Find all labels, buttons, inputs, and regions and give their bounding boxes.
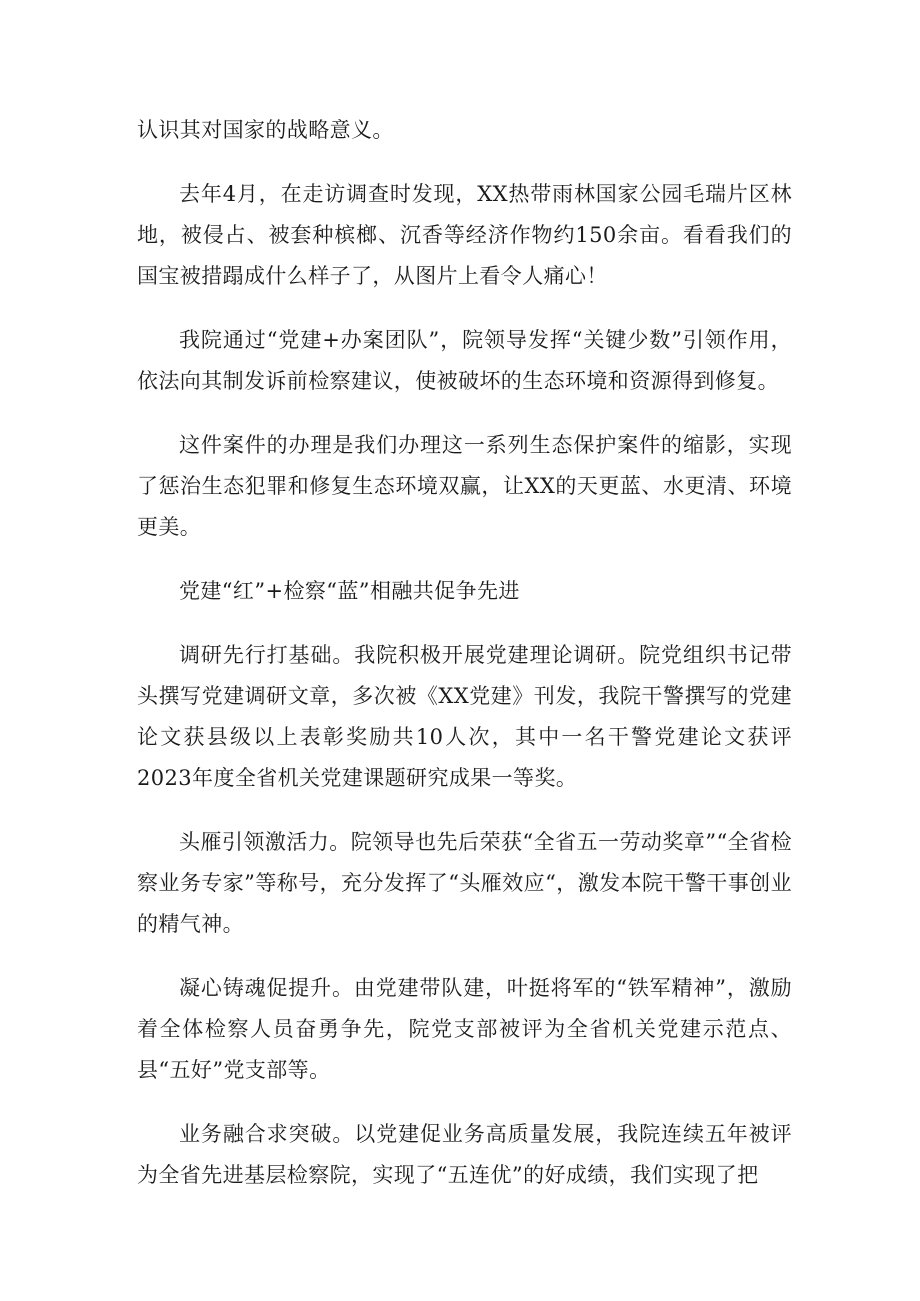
section-heading: 党建“红”+检察“蓝”相融共促争先进 <box>179 579 520 603</box>
paragraph-continuation: 认识其对国家的战略意义。 <box>137 118 394 142</box>
paragraph-research: 调研先行打基础。我院积极开展党建理论调研。院党组织书记带头撰写党建调研文章，多次被《XX党建》刊发，我院干警撰写的党建论文获县级以上表彰奖励共10人次，其中一名干警党建论文获评2023年度全省机关党建课题研究成果一等奖。 <box>137 643 792 790</box>
document-body <box>137 110 792 1196</box>
paragraph-case-discovery: 去年4月，在走访调查时发现，XX热带雨林国家公园毛瑞片区林地，被侵占、被套种槟榔、沉香等经济作物约150余亩。看看我们的国宝被措蹋成什么样子了，从图片上看令人痛心！ <box>137 182 792 288</box>
paragraph-cohesion: 凝心铸魂促提升。由党建带队建，叶挺将军的“铁军精神”，激励着全体检察人员奋勇争先，院党支部被评为全省机关党建示范点、县“五好”党支部等。 <box>137 976 792 1082</box>
paragraph-party-team: 我院通过“党建+办案团队”，院领导发挥“关键少数”引领作用，依法向其制发诉前检察建议，使被破坏的生态环境和资源得到修复。 <box>137 328 792 393</box>
paragraph-leadership: 头雁引领激活力。院领导也先后荣获“全省五一劳动奖章”“全省检察业务专家”等称号，充分发挥了“头雁效应“，激发本院干警干事创业的精气神。 <box>137 830 792 936</box>
paragraph-case-summary: 这件案件的办理是我们办理这一系列生态保护案件的缩影，实现了惩治生态犯罪和修复生态环境双赢，让XX的天更蓝、水更清、环境更美。 <box>137 433 792 539</box>
paragraph-integration: 业务融合求突破。以党建促业务高质量发展，我院连续五年被评为全省先进基层检察院，实现了“五连优”的好成绩，我们实现了把 <box>137 1122 792 1187</box>
